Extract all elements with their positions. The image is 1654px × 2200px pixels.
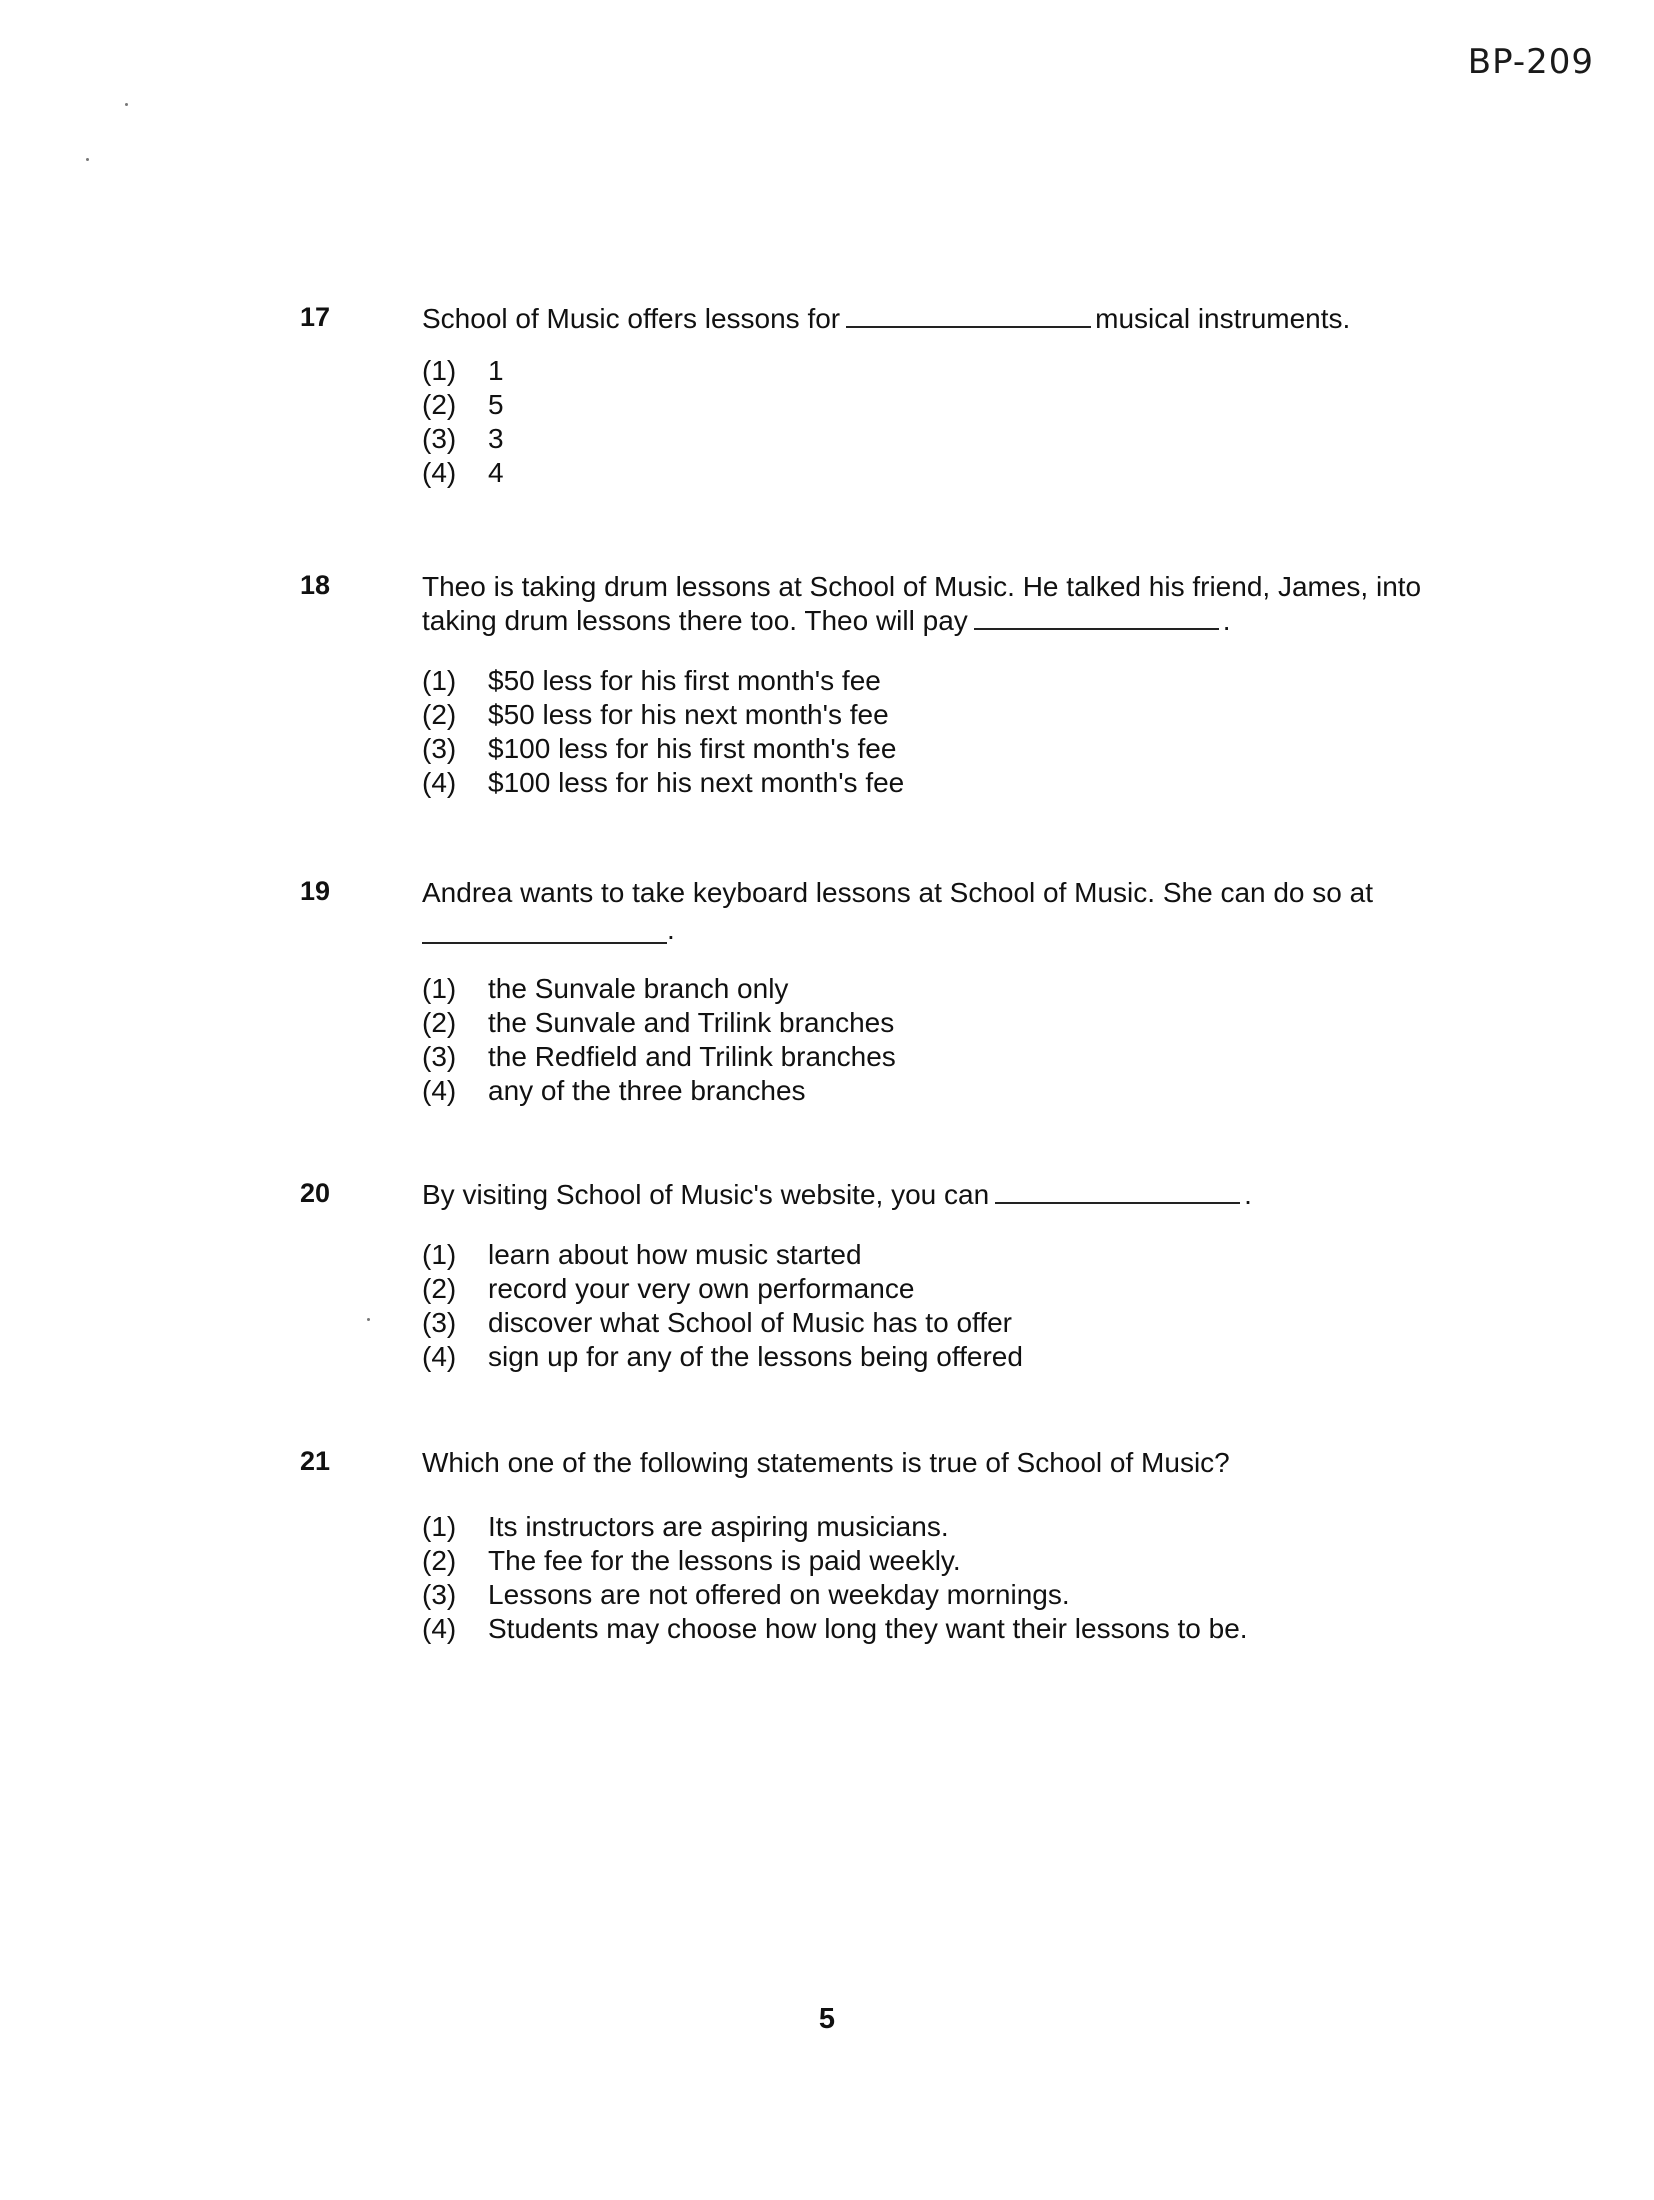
option-list	[422, 972, 1472, 1108]
option-4[interactable]	[422, 1340, 1472, 1374]
answer-blank	[974, 604, 1219, 630]
page-number: 5	[818, 2003, 836, 2035]
stem-end: .	[1244, 1179, 1252, 1210]
stem-text: musical instruments.	[1095, 303, 1351, 334]
paper-code: BP-209	[1467, 42, 1594, 82]
stem-end: .	[1222, 605, 1231, 636]
option-text: any of the three branches	[488, 1075, 806, 1106]
option-1[interactable]	[422, 354, 1472, 388]
option-2[interactable]	[422, 1272, 1472, 1306]
option-label: (2)	[422, 699, 457, 730]
option-text: the Redfield and Trilink branches	[488, 1041, 896, 1072]
option-label: (4)	[422, 1075, 457, 1106]
option-label: (4)	[422, 1613, 457, 1644]
option-text: learn about how music started	[488, 1239, 862, 1270]
stem-text: taking drum lessons there too. Theo will pay	[422, 605, 968, 636]
question-body	[422, 1178, 1472, 1374]
option-list	[422, 664, 1472, 800]
question-stem	[422, 1178, 1472, 1212]
question-number: 18	[300, 570, 331, 600]
answer-blank	[846, 302, 1091, 328]
question-stem	[422, 302, 1472, 336]
option-2[interactable]	[422, 388, 1472, 422]
option-2[interactable]	[422, 698, 1472, 732]
scan-speck	[367, 1318, 370, 1321]
question-body	[422, 570, 1472, 800]
question-number: 21	[300, 1446, 331, 1476]
question-number: 17	[300, 302, 331, 332]
option-list	[422, 1510, 1472, 1646]
option-label: (1)	[422, 973, 457, 1004]
scan-speck	[86, 158, 89, 161]
option-text: $100 less for his next month's fee	[488, 767, 905, 798]
option-text: 5	[488, 389, 504, 420]
option-text: Lessons are not offered on weekday mornings.	[488, 1579, 1070, 1610]
question-body	[422, 876, 1472, 1108]
option-text: The fee for the lessons is paid weekly.	[488, 1545, 961, 1576]
option-3[interactable]	[422, 422, 1472, 456]
option-label: (4)	[422, 457, 457, 488]
option-text: the Sunvale branch only	[488, 973, 789, 1004]
option-4[interactable]	[422, 1612, 1472, 1646]
stem-text: Which one of the following statements is true of School of Music?	[422, 1447, 1230, 1478]
question-stem	[422, 570, 1472, 638]
option-text: $50 less for his first month's fee	[488, 665, 881, 696]
option-2[interactable]	[422, 1544, 1472, 1578]
question-body	[422, 302, 1472, 490]
option-text: the Sunvale and Trilink branches	[488, 1007, 895, 1038]
option-3[interactable]	[422, 1040, 1472, 1074]
question-stem	[422, 1446, 1472, 1480]
option-4[interactable]	[422, 1074, 1472, 1108]
option-3[interactable]	[422, 1578, 1472, 1612]
stem-text: School of Music offers lessons for	[422, 303, 841, 334]
option-label: (1)	[422, 355, 457, 386]
option-text: sign up for any of the lessons being offered	[488, 1341, 1023, 1372]
question-number: 19	[300, 876, 331, 906]
option-text: discover what School of Music has to offer	[488, 1307, 1012, 1338]
option-list	[422, 354, 1472, 490]
option-3[interactable]	[422, 1306, 1472, 1340]
option-label: (3)	[422, 733, 457, 764]
scan-speck	[125, 103, 128, 106]
option-label: (2)	[422, 389, 457, 420]
option-label: (3)	[422, 1307, 457, 1338]
option-label: (3)	[422, 423, 457, 454]
option-label: (3)	[422, 1579, 457, 1610]
answer-blank	[422, 916, 667, 944]
option-label: (1)	[422, 665, 457, 696]
option-label: (4)	[422, 1341, 457, 1372]
stem-text: Andrea wants to take keyboard lessons at School of Music. She can do so at	[422, 877, 1373, 908]
answer-blank-row	[422, 910, 1472, 944]
option-1[interactable]	[422, 1238, 1472, 1272]
stem-text: By visiting School of Music's website, you can	[422, 1179, 990, 1210]
option-text: 4	[488, 457, 504, 488]
option-label: (2)	[422, 1007, 457, 1038]
question-stem	[422, 876, 1472, 910]
option-1[interactable]	[422, 1510, 1472, 1544]
option-label: (1)	[422, 1239, 457, 1270]
option-label: (1)	[422, 1511, 457, 1542]
option-text: Students may choose how long they want their lessons to be.	[488, 1613, 1248, 1644]
option-text: Its instructors are aspiring musicians.	[488, 1511, 949, 1542]
option-text: 1	[488, 355, 504, 386]
option-label: (2)	[422, 1545, 457, 1576]
stem-end: .	[667, 914, 675, 945]
answer-blank	[995, 1178, 1240, 1204]
option-text: 3	[488, 423, 504, 454]
stem-text: Theo is taking drum lessons at School of Music. He talked his friend, James, into	[422, 571, 1422, 602]
option-3[interactable]	[422, 732, 1472, 766]
option-label: (2)	[422, 1273, 457, 1304]
option-1[interactable]	[422, 664, 1472, 698]
option-4[interactable]	[422, 456, 1472, 490]
option-label: (4)	[422, 767, 457, 798]
option-1[interactable]	[422, 972, 1472, 1006]
option-text: $50 less for his next month's fee	[488, 699, 889, 730]
option-text: record your very own performance	[488, 1273, 915, 1304]
option-list	[422, 1238, 1472, 1374]
option-4[interactable]	[422, 766, 1472, 800]
question-body	[422, 1446, 1472, 1646]
option-2[interactable]	[422, 1006, 1472, 1040]
option-text: $100 less for his first month's fee	[488, 733, 897, 764]
option-label: (3)	[422, 1041, 457, 1072]
question-number: 20	[300, 1178, 331, 1208]
